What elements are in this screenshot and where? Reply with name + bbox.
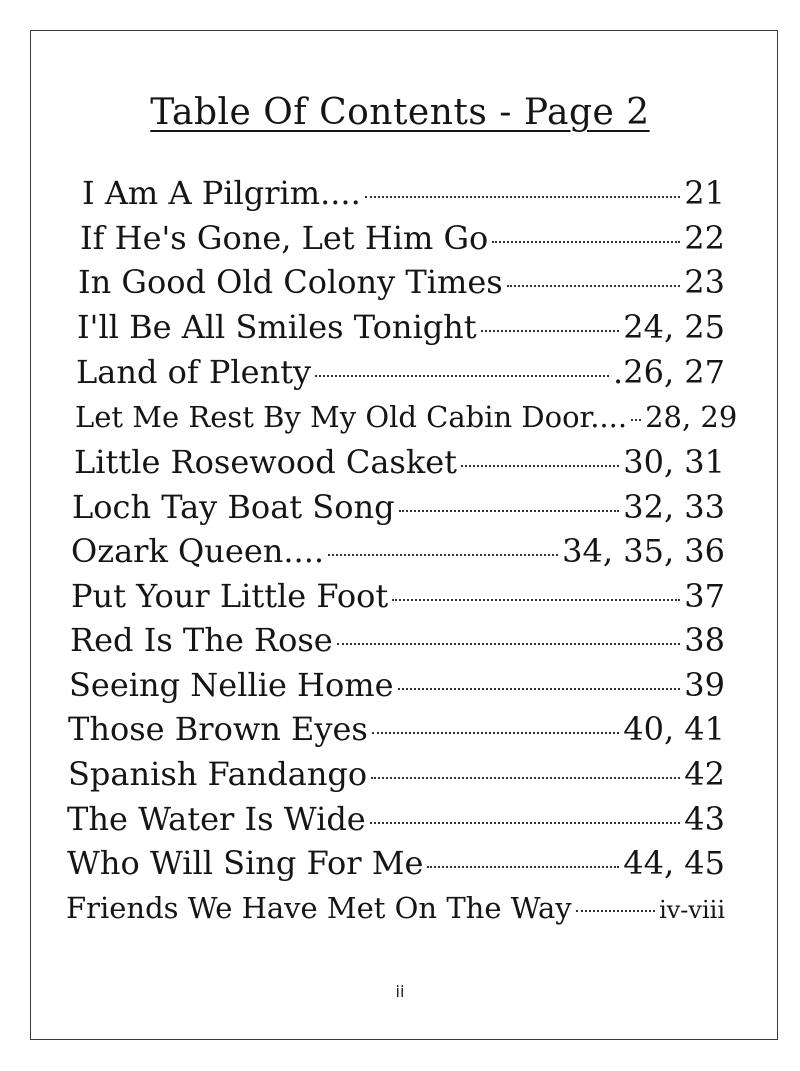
toc-entry-title: Little Rosewood Casket	[74, 443, 458, 481]
toc-entry-title: Land of Plenty	[76, 353, 312, 391]
toc-entry[interactable]	[68, 709, 725, 749]
toc-entry-pages: 32, 33	[623, 488, 725, 526]
toc-entry-pages: 42	[684, 755, 725, 793]
toc-entry-title: Friends We Have Met On The Way	[66, 891, 572, 925]
toc-entry-title: The Water Is Wide	[67, 800, 366, 838]
page-title-text: Table Of Contents - Page 2	[150, 92, 650, 133]
toc-entry-pages: 24, 25	[623, 308, 725, 346]
toc-entry[interactable]	[78, 262, 725, 302]
dot-leader	[481, 330, 620, 332]
toc-entry[interactable]	[74, 442, 725, 482]
toc-entry-pages: .26, 27	[613, 353, 725, 391]
dot-leader	[337, 643, 681, 645]
toc-entry-pages: 30, 31	[623, 443, 725, 481]
toc-entry-pages: 38	[684, 621, 725, 659]
dot-leader	[507, 285, 681, 287]
dot-leader	[492, 241, 680, 243]
toc-entry-title: Put Your Little Foot	[71, 577, 389, 615]
toc-entry[interactable]	[67, 799, 725, 839]
toc-entry-title: In Good Old Colony Times	[78, 263, 503, 301]
toc-entry[interactable]	[70, 620, 725, 660]
toc-entry-pages: 44, 45	[623, 844, 725, 882]
toc-entry[interactable]	[77, 307, 725, 347]
dot-leader	[461, 465, 619, 467]
dot-leader	[398, 688, 681, 690]
toc-entry-pages: 39	[684, 666, 725, 704]
dot-leader	[392, 599, 680, 601]
toc-entry-title: Who Will Sing For Me	[67, 844, 424, 882]
toc-entry[interactable]	[68, 754, 725, 794]
toc-entry-title: Spanish Fandango	[68, 755, 368, 793]
toc-entry-pages: 40, 41	[623, 710, 725, 748]
toc-entry[interactable]	[80, 218, 725, 258]
toc-entry[interactable]	[66, 888, 725, 930]
toc-entry-title: I'll Be All Smiles Tonight	[77, 308, 477, 346]
toc-entry-title: I Am A Pilgrim....	[82, 174, 361, 212]
toc-entry-title: Seeing Nellie Home	[69, 666, 394, 704]
toc-entry-pages: 28, 29	[645, 400, 738, 434]
toc-entry[interactable]	[72, 487, 725, 527]
dot-leader	[370, 822, 681, 824]
toc-entry[interactable]	[71, 576, 725, 616]
toc-entry[interactable]	[67, 843, 725, 883]
toc-entry-title: Ozark Queen....	[71, 532, 325, 570]
toc-entry-pages: 21	[684, 174, 725, 212]
toc-entry-title: If He's Gone, Let Him Go	[80, 219, 489, 257]
dot-leader	[631, 419, 641, 421]
dot-leader	[371, 777, 680, 779]
toc-entry-title: Loch Tay Boat Song	[72, 488, 395, 526]
toc-entry[interactable]	[75, 397, 738, 437]
toc-entry[interactable]	[76, 352, 725, 392]
dot-leader	[372, 732, 619, 734]
toc-entry[interactable]	[69, 665, 725, 705]
dot-leader	[399, 510, 620, 512]
page-number: ii	[395, 982, 405, 1001]
dot-leader	[365, 196, 681, 198]
toc-entry-pages: 43	[684, 800, 725, 838]
dot-leader	[576, 910, 655, 912]
toc-entry-title: Red Is The Rose	[70, 621, 333, 659]
toc-entry[interactable]	[71, 531, 725, 571]
toc-entry-pages: 34, 35, 36	[562, 532, 725, 570]
dot-leader	[427, 866, 619, 868]
toc-entry[interactable]	[82, 173, 725, 213]
toc-entry-title: Let Me Rest By My Old Cabin Door....	[75, 400, 628, 434]
toc-entry-pages: 22	[684, 219, 725, 257]
dot-leader	[315, 375, 609, 377]
toc-entry-pages: iv-viii	[659, 896, 725, 924]
toc-entry-title: Those Brown Eyes	[68, 710, 368, 748]
dot-leader	[328, 554, 558, 556]
toc-entry-pages: 37	[684, 577, 725, 615]
toc-entry-pages: 23	[684, 263, 725, 301]
